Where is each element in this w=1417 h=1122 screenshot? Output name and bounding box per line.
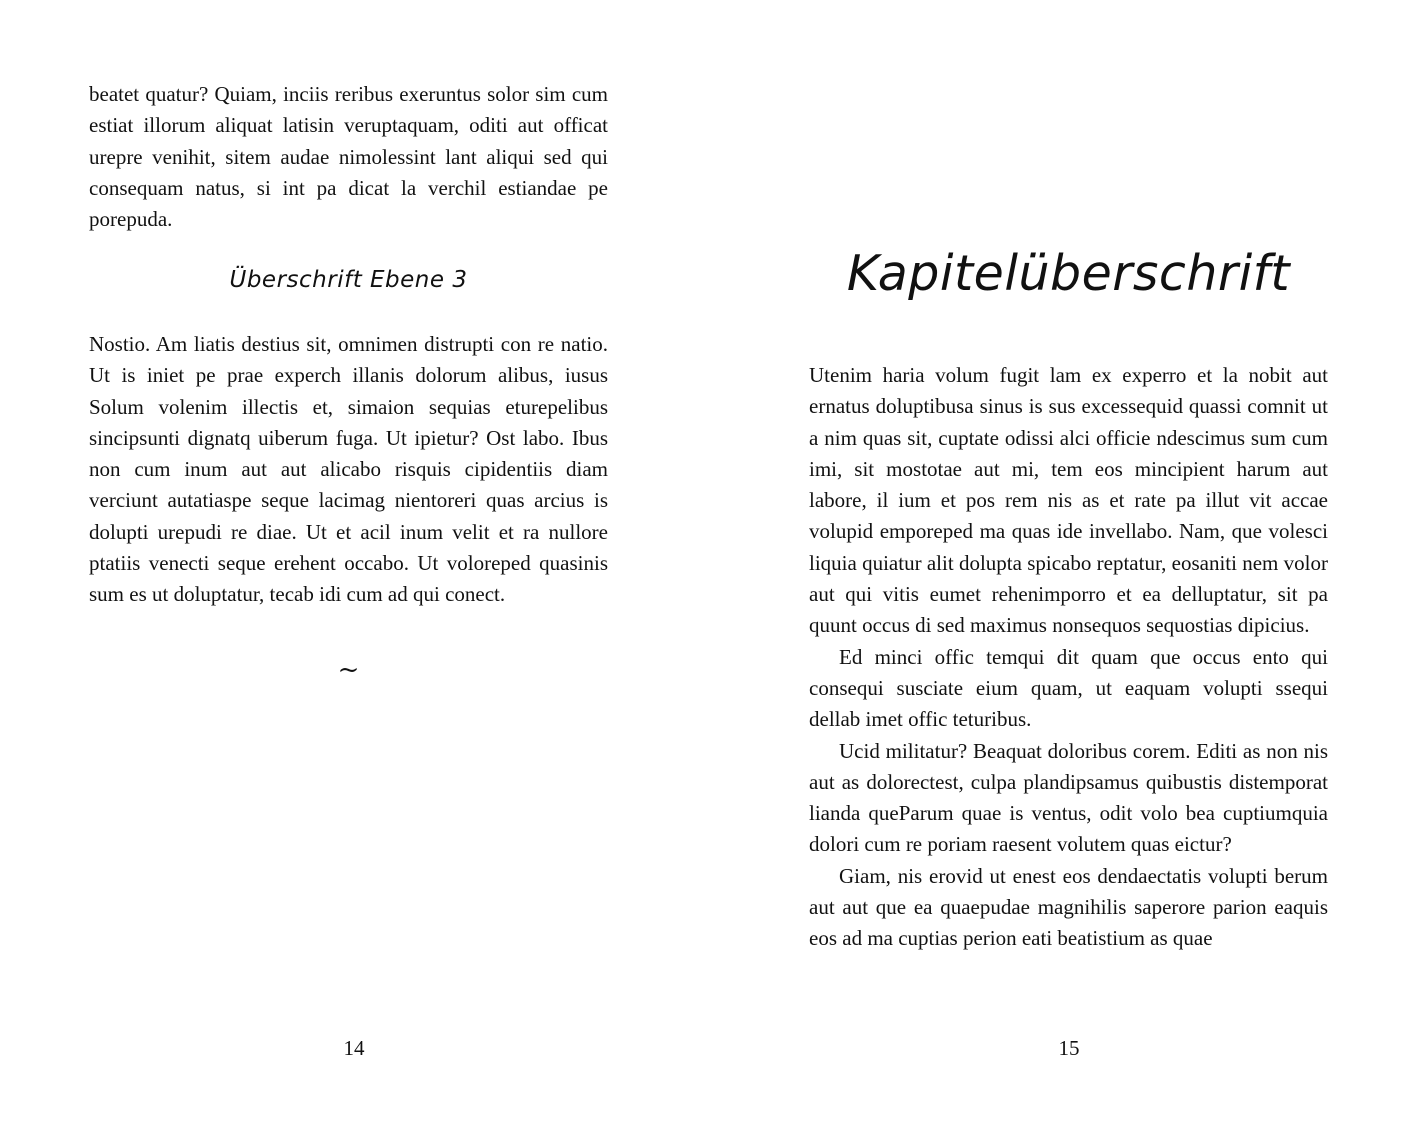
right-paragraph-3: Ucid militatur? Beaquat doloribus corem. Editi as non nis aut as dolorectest, culpa plandipsamus quibustis distemporat lianda queParum quae is ventus, odit volo bea cuptiumquia dolori cum re poriam raesent volutem quas eictur?: [809, 738, 1328, 857]
right-paragraph-1: Utenim haria volum fugit lam ex experro et la nobit aut ernatus doluptibusa sinus is sus excessequid quassi comnit ut a nim quas sit, cuptate odissi alci officie ndescimus sum cum imi, sit mostotae aut mi, tem eos mincipient harum aut labore, il ium et pos rem nis as et rate pa illut vit accae volupid emporeped ma quas ide invellabo. Nam, que volesci liquia quiatur alit dolupta spicabo reptatur, eosaniti nem volor aut qui vitis eumet rehenimporro et ea delluptatur, sit pa quunt occus di sed maximus nonsequos sequostias dipicius.: [809, 363, 1328, 638]
left-body-text-block: [89, 329, 608, 611]
right-body-text-block: [809, 360, 1328, 955]
right-paragraph-4: Giam, nis erovid ut enest eos dendaectatis volupti berum aut aut que ea quaepudae magnihilis saperore parion eaquis eos ad ma cuptias perion eati beatistium as quae: [809, 863, 1328, 951]
page-number-left: 14: [343, 1036, 365, 1060]
right-page: [708, 0, 1417, 1122]
section-ornament-icon: ~: [337, 655, 360, 685]
left-body-paragraph: Nostio. Am liatis destius sit, omnimen distrupti con re natio. Ut is iniet pe prae experch illanis dolorum alibus, iusus Solum volenim illectis et, simaion sequias eturepelibus sincipsunti dignatq uiberum fuga. Ut ipietur? Ost labo. Ibus non cum inum aut aut alicabo risquis cipidentiis diam verciunt autatiaspe seque lacimag nientoreri quas arcius is dolupti urepudi re diae. Ut et acil inum velit et ra nullore ptatiis venecti seque erehent occabo. Ut voloreped quasinis sum es ut doluptatur, tecab idi cum ad qui conect.: [89, 332, 608, 607]
left-top-paragraph: beatet quatur? Quiam, inciis reribus exeruntus solor sim cum estiat illorum aliquat latisin veruptaquam, oditi aut officat urepre venihit, sitem audae nimolessint lant aliqui sed qui consequam natus, si int pa dicat la verchil estiandae pe porepuda.: [89, 82, 608, 232]
left-page: [0, 0, 708, 1122]
page-number-right: 15: [1058, 1036, 1080, 1060]
heading-level-3: Überschrift Ebene 3: [229, 267, 468, 293]
chapter-title: Kapitelüberschrift: [846, 245, 1291, 302]
left-top-text-block: [89, 79, 608, 235]
right-paragraph-2: Ed minci offic temqui dit quam que occus ento qui consequi susciate eium quam, ut eaquam volupti ssequi dellab imet offic teturibus.: [809, 644, 1328, 732]
